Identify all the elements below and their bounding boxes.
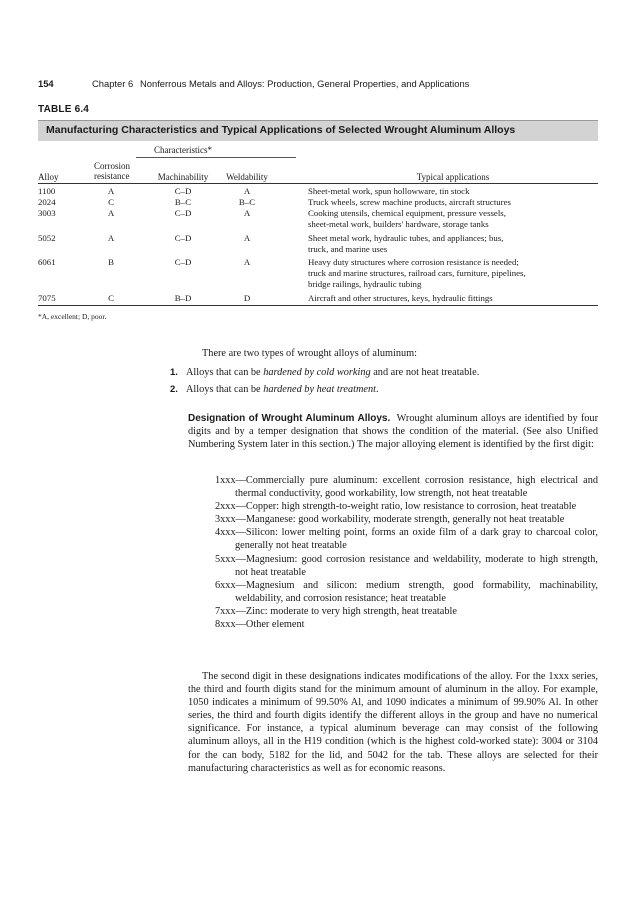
series-item: 8xxx—Other element: [215, 619, 305, 631]
series-item: 6xxx—Magnesium and silicon: medium strength, good formability, machinability, weldability, and corrosion resistance; heat treatable: [215, 579, 598, 604]
table-cell-alloy: 6061: [38, 257, 56, 267]
series-item: 3xxx—Manganese: good workability, moderate strength, generally not heat treatable: [215, 514, 565, 526]
list-number: 2.: [170, 384, 178, 395]
col-header-corrosion-line2: resistance: [94, 171, 130, 181]
table-bottom-rule: [38, 305, 598, 306]
col-header-alloy: Alloy: [38, 172, 59, 182]
list-text: and are not heat treatable.: [370, 367, 480, 378]
closing-paragraph: The second digit in these designations indicates modifications of the alloy. For the 1xxx series, the third and fourth digits stand for the minimum amount of aluminum in the alloy. For example, 1050 indicates a minimum of 99.50% Al, and 1090 indicates a minimum of 99.90% Al. In other series, the third and fourth digits identify the different alloys in the group and have no numerical significance. For instance, a typical aluminum beverage can may consist of the following aluminum alloys, all in the H19 condition (which is the highest cold-worked state): 3004 or 3104 for the can body, 5182 for the lid, and 5042 for the tab. These alloys are selected for their manufacturing characteristics as well as for economic reasons.: [188, 671, 598, 774]
designation-text: Wrought aluminum alloys are identified by four digits and by a temper designation that shows the condition of the material. (See also Unified Numbering System later in this section.) The major alloying element is identified by the first digit:: [188, 413, 599, 451]
list-emphasis: hardened by heat treatment: [263, 384, 376, 395]
series-item: 1xxx—Commercially pure aluminum: excellent corrosion resistance, high electrical and thermal conductivity, good workability, low strength, not heat treatable: [215, 475, 598, 500]
designation-paragraph: [188, 412, 598, 451]
table-cell-applications: [308, 233, 598, 255]
table-cell-machinability: C–D: [174, 208, 192, 218]
series-item: 7xxx—Zinc: moderate to very high strength, heat treatable: [215, 605, 457, 617]
table-title: Manufacturing Characteristics and Typical Applications of Selected Wrought Aluminum Alloys: [46, 124, 516, 136]
list-item: [170, 381, 590, 398]
table-cell-weldability: A: [243, 208, 251, 218]
chapter-label: Chapter 6: [92, 78, 134, 89]
table-cell-weldability: A: [243, 233, 251, 243]
table-cell-machinability: B–C: [174, 197, 192, 207]
table-cell-corrosion: A: [107, 233, 115, 243]
table-cell-alloy: 2024: [38, 197, 56, 207]
table-cell-machinability: C–D: [174, 257, 192, 267]
table-cell-weldability: A: [243, 257, 251, 267]
table-cell-applications: [308, 186, 598, 197]
list-number: 1.: [170, 367, 178, 378]
table-footnote: *A, excellent; D, poor.: [38, 312, 107, 321]
table-cell-machinability: B–D: [174, 293, 192, 303]
intro-paragraph: There are two types of wrought alloys of aluminum:: [202, 348, 418, 359]
series-list: [215, 474, 598, 631]
col-header-corrosion: [94, 161, 128, 181]
table-cell-weldability: D: [243, 293, 251, 303]
table-cell-alloy: 5052: [38, 233, 56, 243]
section-heading: Designation of Wrought Aluminum Alloys.: [188, 413, 391, 424]
table-header-rule: [38, 183, 598, 184]
application-line: sheet-metal work, builders' hardware, storage tanks: [308, 219, 489, 230]
table-cell-corrosion: A: [107, 208, 115, 218]
application-line: Truck wheels, screw machine products, aircraft structures: [308, 197, 511, 207]
table-cell-alloy: 7075: [38, 293, 56, 303]
table-cell-weldability: B–C: [238, 197, 256, 207]
table-label: TABLE 6.4: [38, 104, 90, 115]
application-line: Heavy duty structures where corrosion resistance is needed;: [308, 257, 519, 267]
series-item: 2xxx—Copper: high strength-to-weight ratio, low resistance to corrosion, heat treatable: [215, 501, 577, 513]
table-cell-corrosion: C: [108, 197, 114, 207]
col-header-weldability: Weldability: [226, 172, 268, 182]
table-cell-applications: [308, 257, 598, 291]
alloy-table: [38, 140, 598, 315]
table-cell-applications: [308, 208, 598, 230]
application-line: truck and marine structures, railroad cars, furniture, pipelines,: [308, 268, 526, 279]
list-text: Alloys that can be: [186, 384, 264, 395]
series-item: 5xxx—Magnesium: good corrosion resistance and weldability, moderate to high strength, not heat treatable: [215, 553, 598, 578]
col-header-applications: Typical applications: [416, 172, 490, 182]
table-cell-corrosion: C: [108, 293, 114, 303]
group-header-rule: [136, 157, 296, 158]
table-cell-machinability: C–D: [174, 233, 192, 243]
application-line: Aircraft and other structures, keys, hydraulic fittings: [308, 293, 493, 303]
list-text: Alloys that can be: [186, 367, 264, 378]
table-cell-applications: [308, 197, 598, 208]
characteristics-group-header: Characteristics*: [154, 145, 212, 155]
list-item: [170, 364, 590, 381]
alloy-type-list: [170, 364, 590, 398]
table-cell-corrosion: A: [107, 186, 115, 196]
table-cell-corrosion: B: [108, 257, 114, 267]
col-header-machinability: Machinability: [157, 172, 209, 182]
list-text: .: [375, 384, 379, 395]
table-cell-machinability: C–D: [174, 186, 192, 196]
col-header-corrosion-line1: Corrosion: [94, 161, 130, 171]
application-line: Sheet-metal work, spun hollowware, tin stock: [308, 186, 470, 196]
list-emphasis: hardened by cold working: [263, 367, 371, 378]
table-title-banner: [38, 120, 598, 141]
application-line: Sheet metal work, hydraulic tubes, and appliances; bus,: [308, 233, 504, 243]
series-item: 4xxx—Silicon: lower melting point, forms an oxide film of a dark gray to charcoal color, generally not heat treatable: [215, 527, 598, 552]
application-line: Cooking utensils, chemical equipment, pressure vessels,: [308, 208, 506, 218]
application-line: truck, and marine uses: [308, 244, 388, 255]
page-number: 154: [38, 78, 54, 89]
chapter-title: Nonferrous Metals and Alloys: Production, General Properties, and Applications: [140, 78, 470, 89]
application-line: bridge railings, hydraulic tubing: [308, 279, 422, 290]
running-header: [38, 78, 598, 89]
table-cell-alloy: 3003: [38, 208, 56, 218]
table-cell-weldability: A: [243, 186, 251, 196]
table-cell-alloy: 1100: [38, 186, 56, 196]
table-cell-applications: [308, 293, 598, 304]
